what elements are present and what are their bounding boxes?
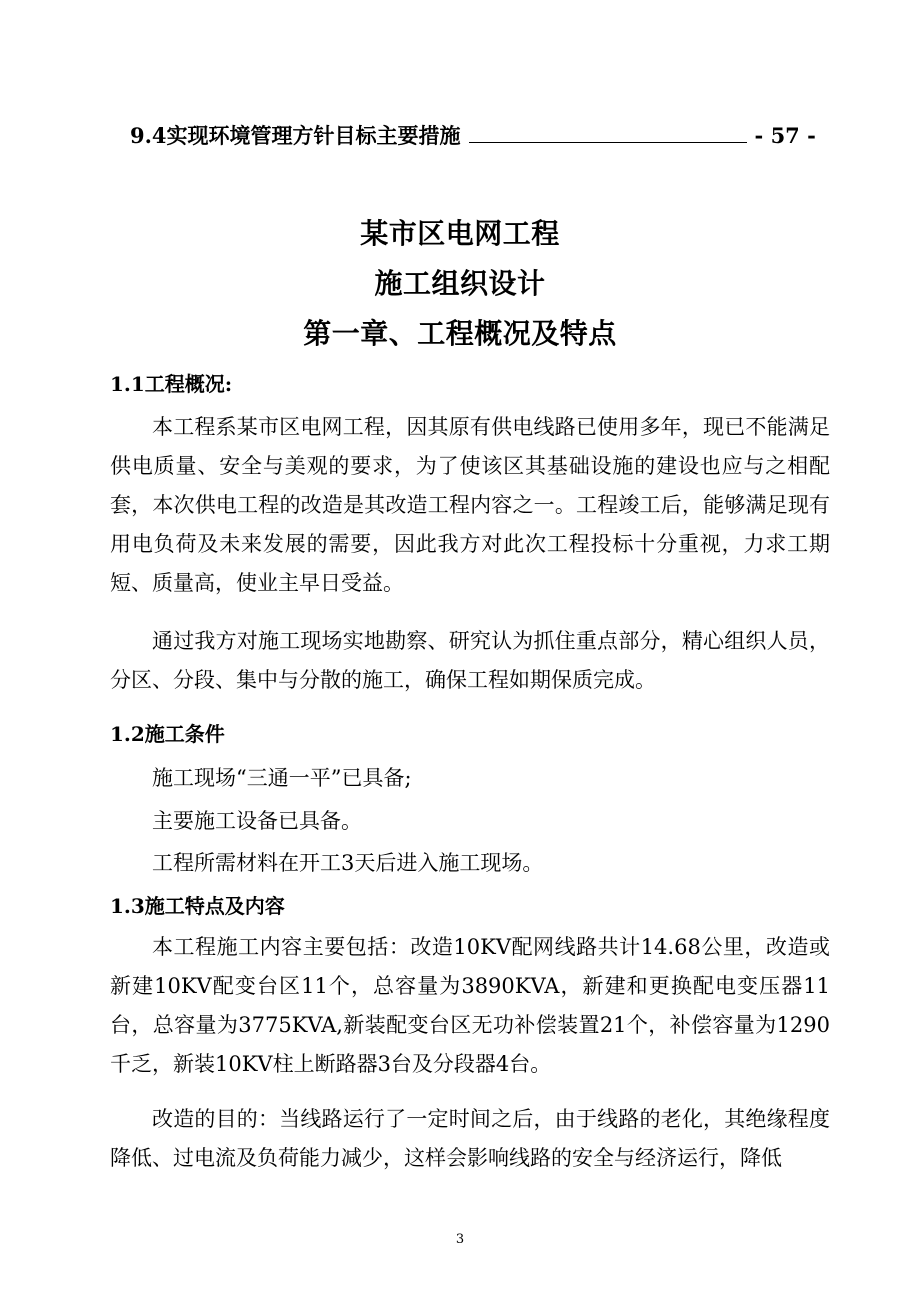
section-heading-1-1: 1.1工程概况:	[110, 372, 233, 396]
toc-entry	[130, 120, 830, 150]
page-number: 3	[455, 1232, 465, 1247]
document-title: 某市区电网工程	[360, 217, 560, 250]
toc-leader-line	[469, 120, 747, 143]
toc-entry-label: 9.4实现环境管理方针目标主要措施	[130, 123, 461, 148]
section-1-3-paragraph-1: 本工程施工内容主要包括：改造10KV配网线路共计14.68公里，改造或新建10KV配变台区11个，总容量为3890KVA，新建和更换配电变压器11台，总容量为3775KVA,新装配变台区无功补偿装置21个，补偿容量为1290千乏，新装10KV柱上断路器3台及分段器4台。	[110, 935, 830, 1076]
section-1-1-paragraph-1: 本工程系某市区电网工程，因其原有供电线路已使用多年，现已不能满足供电质量、安全与美观的要求，为了使该区其基础设施的建设也应与之相配套，本次供电工程的改造是其改造工程内容之一。工程竣工后，能够满足现有用电负荷及未来发展的需要，因此我方对此次工程投标十分重视，力求工期短、质量高，使业主早日受益。	[110, 415, 830, 595]
section-1-3-paragraph-2: 改造的目的：当线路运行了一定时间之后，由于线路的老化，其绝缘程度降低、过电流及负荷能力减少，这样会影响线路的安全与经济运行，降低	[110, 1107, 830, 1170]
toc-entry-page: - 57 -	[754, 123, 816, 148]
condition-item: 工程所需材料在开工3天后进入施工现场。	[152, 851, 544, 875]
section-heading-1-3: 1.3施工特点及内容	[110, 894, 285, 918]
condition-item: 主要施工设备已具备。	[152, 809, 362, 833]
section-1-1-paragraph-2: 通过我方对施工现场实地勘察、研究认为抓住重点部分，精心组织人员，分区、分段、集中与分散的施工，确保工程如期保质完成。	[110, 629, 830, 692]
section-heading-1-2: 1.2施工条件	[110, 722, 225, 746]
chapter-title: 第一章、工程概况及特点	[303, 317, 617, 350]
condition-item: 施工现场“三通一平”已具备;	[152, 766, 412, 790]
document-subtitle: 施工组织设计	[374, 267, 546, 300]
